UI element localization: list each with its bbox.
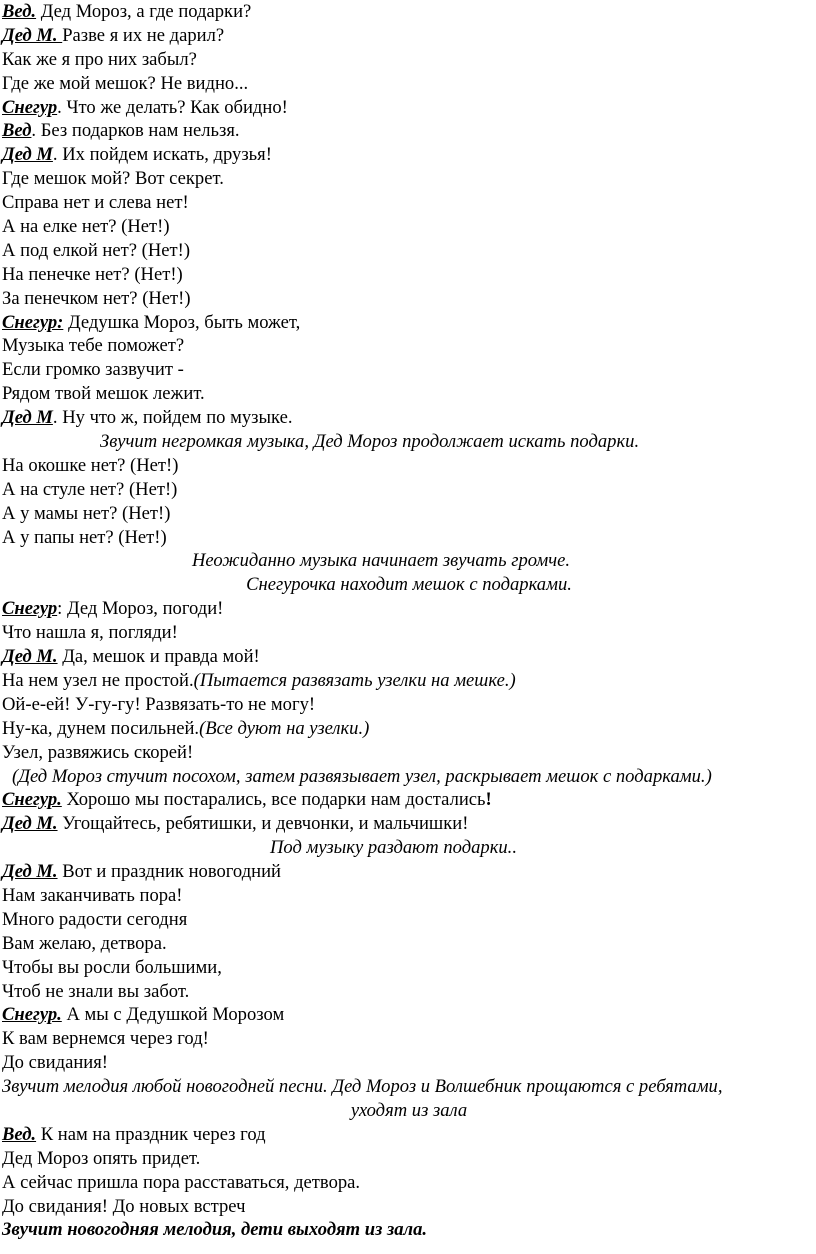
script-line — [2, 478, 816, 502]
script-line — [2, 956, 816, 980]
line-text: Где же мой мешок? Не видно... — [2, 72, 249, 94]
script-line — [2, 788, 816, 812]
script-line — [2, 334, 816, 358]
script-line — [2, 72, 816, 96]
speaker-label: Дед М. — [2, 646, 58, 668]
script-line — [2, 311, 816, 335]
line-text: Чтобы вы росли большими, — [2, 956, 222, 978]
line-text: Ой-е-ей! У-гу-гу! Развязать-то не могу! — [2, 693, 316, 715]
script-line — [2, 1003, 816, 1027]
script-line — [2, 860, 816, 884]
line-text: Вот и праздник новогодний — [57, 861, 282, 883]
script-line — [2, 48, 816, 72]
line-text: Как же я про них забыл? — [2, 48, 197, 70]
line-text: : Дед Мороз, погоди! — [57, 598, 224, 620]
line-text: . Что же делать? Как обидно! — [57, 96, 288, 118]
script-line — [2, 263, 816, 287]
script-line — [2, 143, 816, 167]
script-line — [2, 382, 816, 406]
speaker-label: Снегур. — [2, 1004, 62, 1026]
script-line — [2, 908, 816, 932]
stage-direction: Снегурочка находит мешок с подарками. — [246, 574, 572, 596]
script-line — [2, 1147, 816, 1171]
script-line — [2, 1171, 816, 1195]
script-line — [2, 812, 816, 836]
script-line — [2, 741, 816, 765]
stage-direction: уходят из зала — [350, 1099, 468, 1121]
script-line — [2, 526, 816, 550]
line-text: Где мешок мой? Вот секрет. — [2, 168, 224, 190]
inline-direction: (Пытается развязать узелки на мешке.) — [193, 669, 516, 691]
script-line — [2, 191, 816, 215]
line-text: Дед Мороз опять придет. — [2, 1147, 201, 1169]
line-text: А у мамы нет? (Нет!) — [2, 502, 171, 524]
script-line — [2, 932, 816, 956]
line-text: До свидания! — [2, 1052, 108, 1074]
line-text: Да, мешок и правда мой! — [57, 646, 260, 668]
line-text: Много радости сегодня — [2, 908, 188, 930]
line-text: А на елке нет? (Нет!) — [2, 216, 170, 238]
line-text: А сейчас пришла пора расставаться, детвора. — [2, 1171, 361, 1193]
script-line — [2, 669, 816, 693]
line-text: Нам заканчивать пора! — [2, 884, 183, 906]
line-text: . Их пойдем искать, друзья! — [52, 144, 272, 166]
script-line — [2, 621, 816, 645]
speaker-label: Вед — [2, 120, 32, 142]
speaker-label: Снегур — [2, 598, 58, 620]
line-text: А мы с Дедушкой Морозом — [61, 1004, 285, 1026]
script-line — [2, 1123, 816, 1147]
script-line — [2, 24, 816, 48]
line-text: Чтоб не знали вы забот. — [2, 980, 190, 1002]
line-text: Угощайтесь, ребятишки, и девчонки, и мальчишки! — [57, 813, 469, 835]
speaker-label: Дед М. — [2, 24, 63, 46]
script-line — [2, 502, 816, 526]
speaker-label: Дед М. — [2, 861, 58, 883]
line-text: . Ну что ж, пойдем по музыке. — [52, 407, 293, 429]
line-text: Разве я их не дарил? — [62, 24, 225, 46]
speaker-label: Снегур: — [2, 311, 64, 333]
script-line — [2, 406, 816, 430]
line-text: Справа нет и слева нет! — [2, 192, 189, 214]
speaker-label: Снегур. — [2, 789, 62, 811]
stage-direction: Звучит новогодняя мелодия, дети выходят из зала. — [2, 1219, 428, 1241]
script-line — [2, 1027, 816, 1051]
script-line — [2, 1051, 816, 1075]
line-text: А на стуле нет? (Нет!) — [2, 478, 178, 500]
stage-direction: Звучит негромкая музыка, Дед Мороз продолжает искать подарки. — [100, 431, 640, 453]
stage-direction: (Дед Мороз стучит посохом, затем развязывает узел, раскрывает мешок с подарками.) — [12, 765, 712, 787]
line-tail: ! — [485, 789, 492, 811]
stage-direction: Звучит мелодия любой новогодней песни. Дед Мороз и Волшебник прощаются с ребятами, — [2, 1076, 723, 1098]
script-line — [2, 358, 816, 382]
script-line — [2, 239, 816, 263]
script-line — [2, 884, 816, 908]
line-text: А под елкой нет? (Нет!) — [2, 239, 191, 261]
script-line — [2, 980, 816, 1004]
script-line — [2, 717, 816, 741]
speaker-label: Дед М. — [2, 813, 58, 835]
script-line — [2, 167, 816, 191]
line-text: К вам вернемся через год! — [2, 1028, 209, 1050]
line-text: Дедушка Мороз, быть может, — [63, 311, 301, 333]
script-line — [2, 119, 816, 143]
speaker-label: Дед М — [2, 407, 53, 429]
script-line — [2, 0, 816, 24]
line-text: А у папы нет? (Нет!) — [2, 526, 167, 548]
speaker-label: Вед. — [2, 1, 37, 22]
line-text: На нем узел не простой. — [2, 669, 194, 691]
line-text: Вам желаю, детвора. — [2, 932, 167, 954]
stage-direction: Неожиданно музыка начинает звучать громче. — [192, 550, 570, 572]
script-line — [2, 287, 816, 311]
line-text: Рядом твой мешок лежит. — [2, 383, 205, 405]
line-text: Ну-ка, дунем посильней. — [2, 717, 200, 739]
script-line — [2, 693, 816, 717]
speaker-label: Снегур — [2, 96, 58, 118]
stage-direction: Под музыку раздают подарки.. — [270, 837, 517, 859]
line-text: За пенечком нет? (Нет!) — [2, 287, 191, 309]
script-line — [2, 1195, 816, 1219]
speaker-label: Дед М — [2, 144, 53, 166]
line-text: Что нашла я, погляди! — [2, 622, 178, 644]
script-line — [2, 597, 816, 621]
line-text: Музыка тебе поможет? — [2, 335, 185, 357]
line-text: До свидания! До новых встреч — [2, 1195, 246, 1217]
line-text: Если громко зазвучит - — [2, 359, 184, 381]
script-line — [2, 454, 816, 478]
line-text: Узел, развяжись скорей! — [2, 741, 194, 763]
script-line — [2, 215, 816, 239]
line-text: На пенечке нет? (Нет!) — [2, 263, 183, 285]
script-line — [2, 96, 816, 120]
line-text: К нам на праздник через год — [36, 1123, 266, 1145]
script-line — [2, 645, 816, 669]
line-text: Хорошо мы постарались, все подарки нам достались — [61, 789, 486, 811]
line-text: На окошке нет? (Нет!) — [2, 454, 179, 476]
speaker-label: Вед. — [2, 1123, 37, 1145]
inline-direction: (Все дуют на узелки.) — [199, 717, 370, 739]
line-text: Дед Мороз, а где подарки? — [36, 1, 252, 22]
line-text: . Без подарков нам нельзя. — [31, 120, 240, 142]
